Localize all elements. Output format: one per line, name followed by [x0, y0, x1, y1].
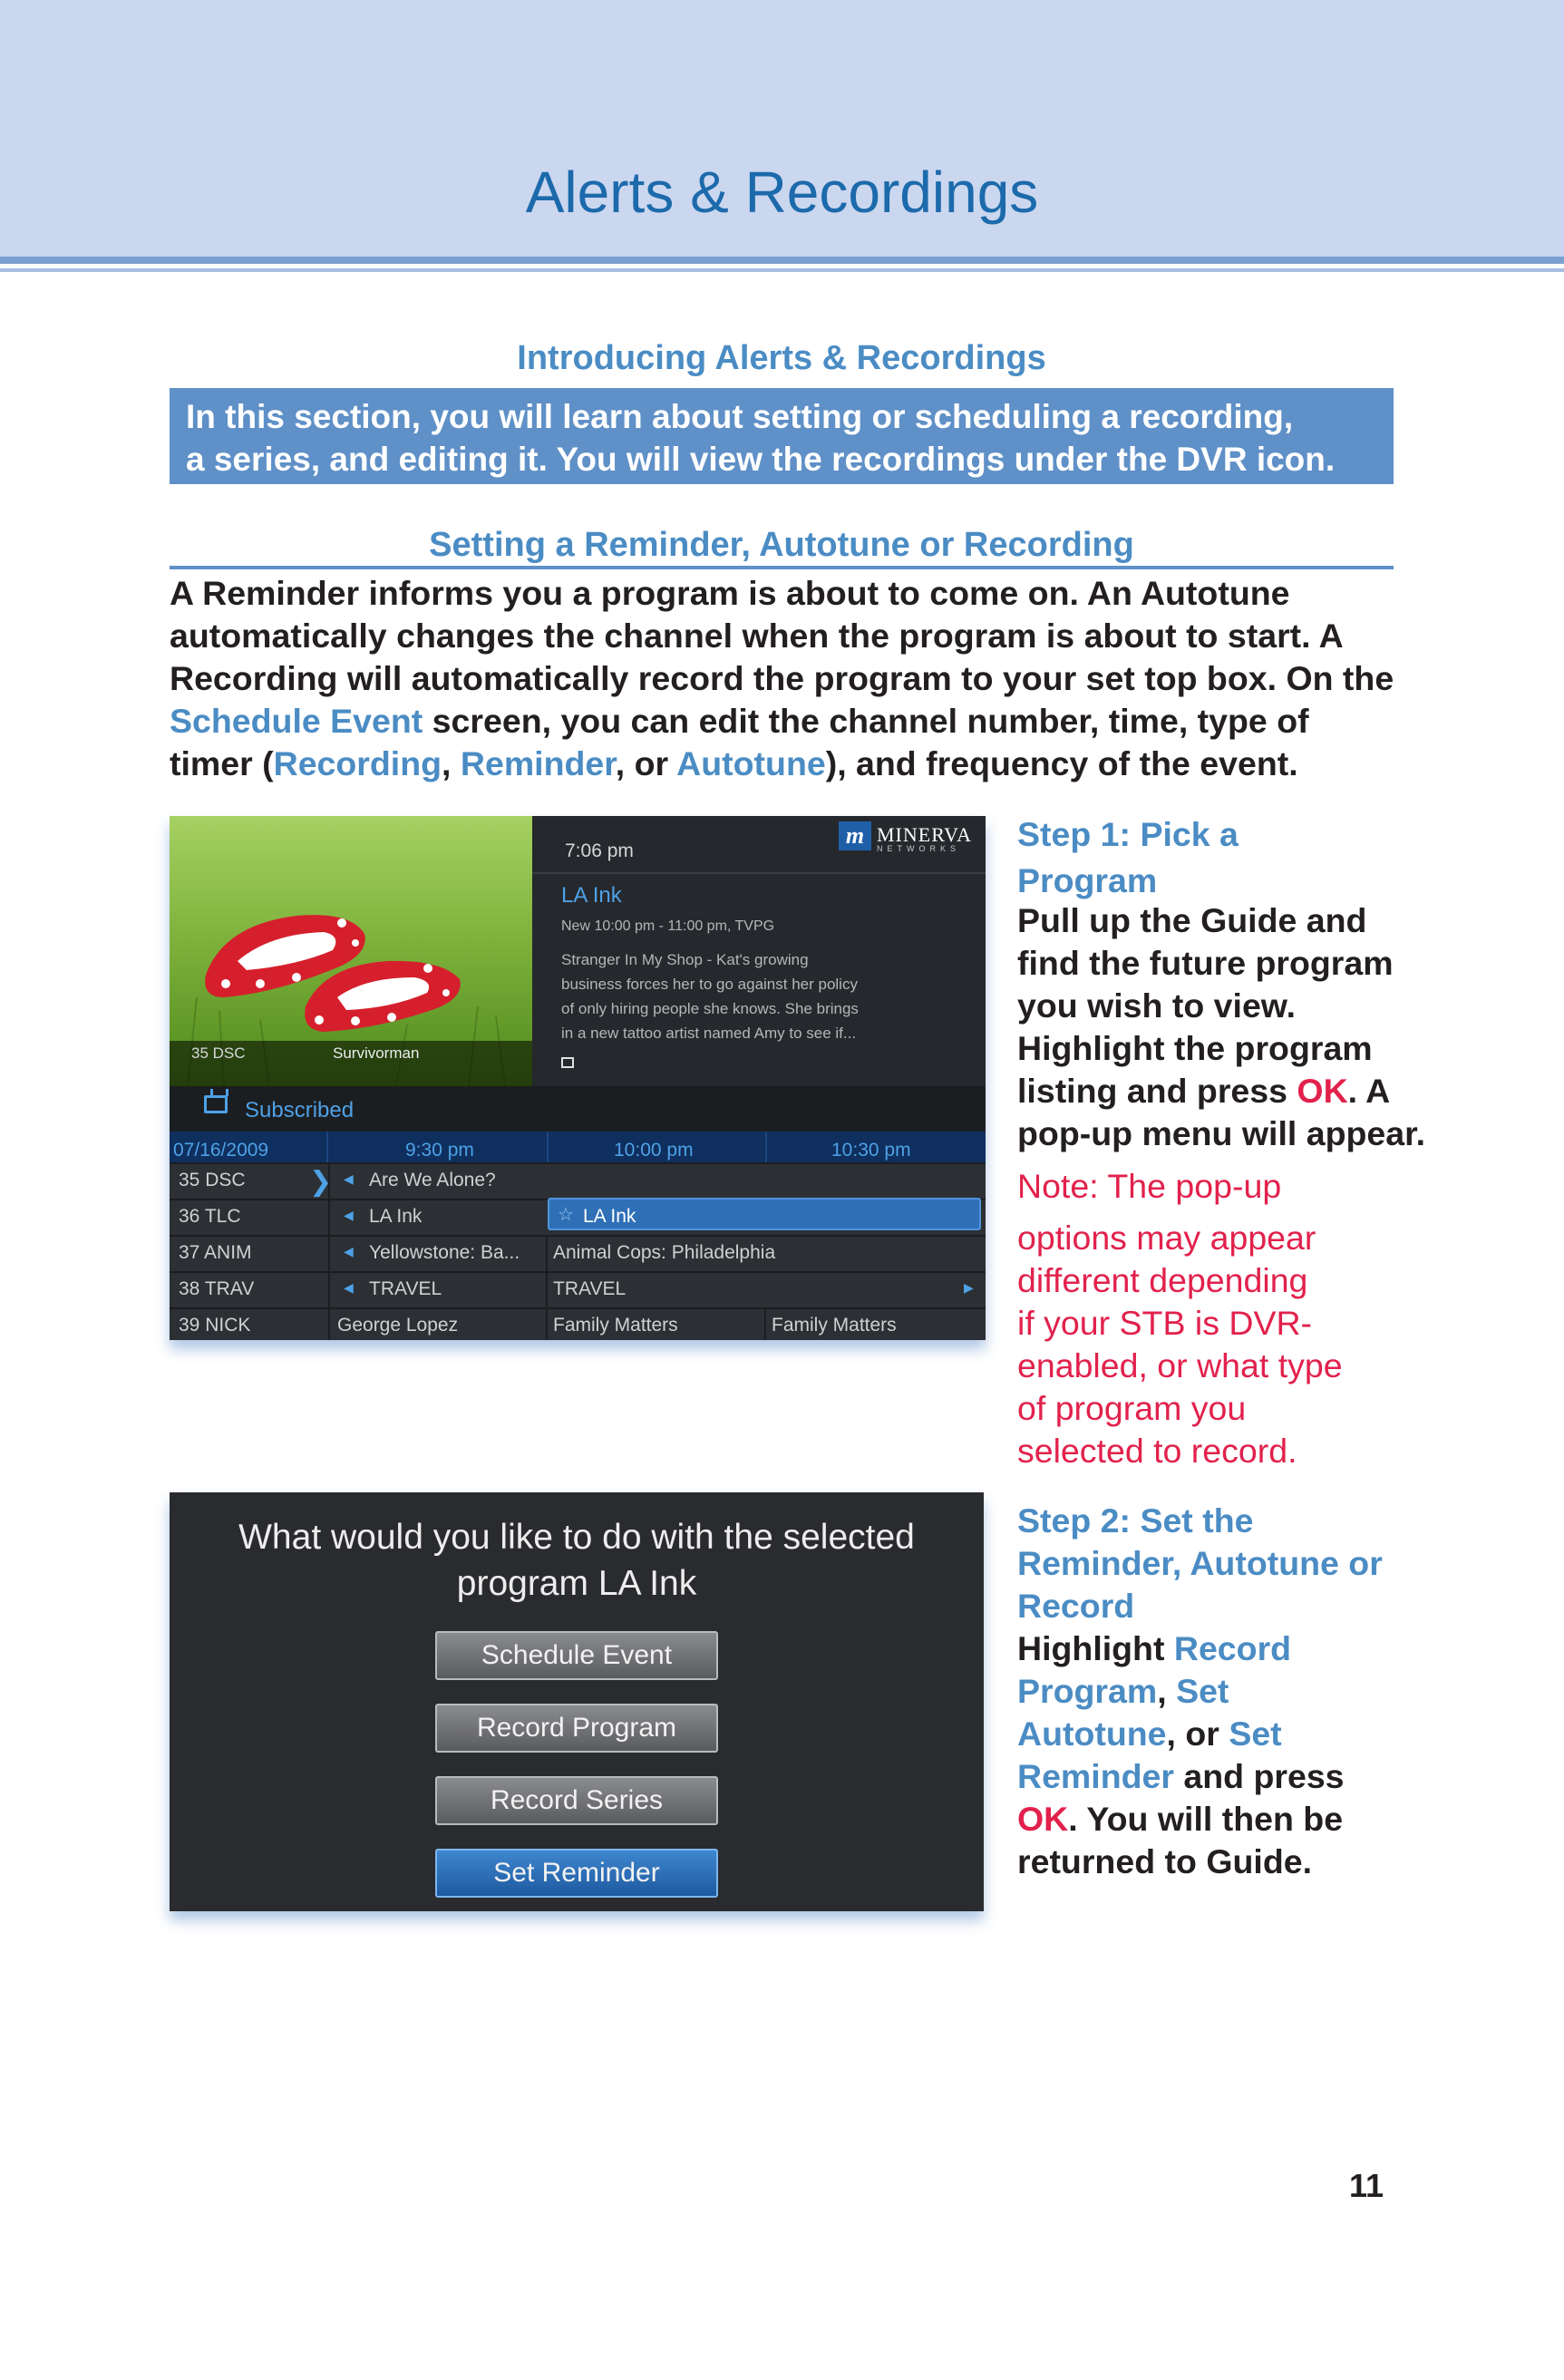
- minerva-logo-icon: m: [839, 821, 871, 850]
- star-icon: ☆: [558, 1205, 574, 1225]
- step2-body-line: [1017, 1713, 1543, 1755]
- time-divider: [326, 1132, 328, 1164]
- right-arrow-icon: ▶: [964, 1280, 974, 1295]
- left-arrow-icon: ◀: [344, 1280, 354, 1295]
- record-program-term: Record: [1173, 1629, 1292, 1667]
- set-autotune-term-cont: Autotune: [1017, 1715, 1167, 1753]
- subscribed-label: Subscribed: [245, 1098, 355, 1122]
- left-arrow-icon: ◀: [344, 1171, 354, 1186]
- schedule-event-term: Schedule Event: [170, 702, 423, 740]
- thumbnail-channel: 35 DSC: [191, 1044, 246, 1062]
- channel-label: 38 TRAV: [179, 1278, 255, 1299]
- note-line: selected to record.: [1017, 1432, 1297, 1470]
- channel-label: 37 ANIM: [179, 1242, 252, 1263]
- program-cell[interactable]: Family Matters: [553, 1315, 678, 1336]
- note-line: of program you: [1017, 1389, 1247, 1427]
- time-divider: [547, 1132, 549, 1164]
- minerva-logo-text: MINERVA: [877, 823, 973, 846]
- ok-key: OK: [1297, 1072, 1348, 1110]
- step1-body-line: Highlight the program: [1017, 1029, 1373, 1067]
- record-series-button[interactable]: Record Series: [435, 1776, 718, 1825]
- para-line-3: Recording will automatically record the program to your set top box. On the: [170, 659, 1394, 697]
- intro-line-2: a series, and editing it. You will view the recordings under the DVR icon.: [186, 441, 1336, 478]
- program-cell[interactable]: Family Matters: [772, 1315, 897, 1336]
- time-slot-1: 9:30 pm: [405, 1140, 474, 1161]
- guide-screenshot: [170, 816, 986, 1340]
- step2-body-line: returned to Guide.: [1017, 1842, 1313, 1880]
- program-thumbnail: [170, 816, 532, 1086]
- guide-row[interactable]: [170, 1162, 986, 1199]
- program-cell[interactable]: TRAVEL: [369, 1278, 442, 1299]
- note-line: options may appear: [1017, 1219, 1316, 1257]
- schedule-event-button[interactable]: Schedule Event: [435, 1631, 718, 1680]
- para-line-4: [170, 700, 1530, 743]
- para-line-2: automatically changes the channel when the program is about to start. A: [170, 617, 1344, 655]
- channel-label: 39 NICK: [179, 1315, 251, 1336]
- step1-heading-line1: Step 1: Pick a: [1017, 815, 1239, 853]
- step2-body-line: [1017, 1670, 1543, 1713]
- intro-heading: Introducing Alerts & Recordings: [517, 339, 1046, 377]
- program-meta: New 10:00 pm - 11:00 pm, TVPG: [561, 918, 775, 934]
- left-arrow-icon: ◀: [344, 1208, 354, 1222]
- reminder-term: Reminder: [460, 744, 616, 782]
- page-title: Alerts & Recordings: [525, 160, 1039, 225]
- step2-block: [1017, 1500, 1543, 1883]
- set-reminder-term: Set: [1229, 1715, 1282, 1753]
- step1-body-line: you wish to view.: [1017, 986, 1296, 1025]
- tv-icon: [204, 1095, 228, 1113]
- guide-date: 07/16/2009: [173, 1140, 269, 1161]
- dialog-question-line: What would you like to do with the selected: [238, 1518, 915, 1557]
- selected-program-label[interactable]: LA Ink: [583, 1206, 636, 1227]
- time-slot-3: 10:30 pm: [831, 1140, 911, 1161]
- set-autotune-term: Set: [1176, 1672, 1229, 1710]
- minerva-logo-subtext: NETWORKS: [877, 844, 961, 853]
- step2-text: . You will then be: [1068, 1800, 1344, 1838]
- para-line-4-rest: screen, you can edit the channel number, time, type of: [423, 702, 1309, 740]
- step1-body-post: . A: [1347, 1072, 1391, 1110]
- dialog-question-line: program LA Ink: [456, 1564, 697, 1603]
- description-line: of only hiring people she knows. She brings: [561, 1000, 859, 1017]
- popup-dialog-screenshot: [170, 1492, 984, 1911]
- step2-heading-line: Record: [1017, 1587, 1135, 1625]
- step2-body-line: [1017, 1755, 1543, 1798]
- step2-body-line: [1017, 1627, 1543, 1670]
- step2-text: Highlight: [1017, 1629, 1174, 1667]
- step2-body-line: [1017, 1798, 1543, 1841]
- intro-callout: [170, 388, 1394, 484]
- note-line: different depending: [1017, 1261, 1308, 1299]
- step2-heading-line: Step 2: Set the: [1017, 1501, 1254, 1540]
- step2-text: ,: [1157, 1672, 1177, 1710]
- recording-term: Recording: [273, 744, 442, 782]
- channel-label: 36 TLC: [179, 1206, 241, 1227]
- step1-body-pre: listing and press: [1017, 1072, 1297, 1110]
- intro-callout-text: [186, 395, 1394, 481]
- para-line-5: [170, 743, 1530, 785]
- step1-block: [1017, 807, 1543, 1472]
- step1-body-line: [1017, 1070, 1543, 1112]
- step1-body-line: Pull up the Guide and: [1017, 901, 1367, 939]
- channel-label: 35 DSC: [179, 1170, 246, 1190]
- program-cell[interactable]: TRAVEL: [553, 1278, 627, 1299]
- autotune-term: Autotune: [676, 744, 826, 782]
- setting-paragraph: [170, 572, 1530, 785]
- page-number: 11: [1349, 2167, 1384, 2204]
- step2-heading-line: Reminder, Autotune or: [1017, 1544, 1383, 1582]
- time-slot-2: 10:00 pm: [614, 1140, 694, 1161]
- description-line: Stranger In My Shop - Kat's growing: [561, 951, 809, 968]
- step1-body-line: find the future program: [1017, 944, 1394, 982]
- step1-body-line: pop-up menu will appear.: [1017, 1114, 1426, 1152]
- note-line: Note: The pop-up: [1017, 1167, 1282, 1205]
- info-divider: [532, 872, 986, 874]
- step2-text: and press: [1173, 1757, 1345, 1795]
- note-line: if your STB is DVR-: [1017, 1304, 1313, 1342]
- col-divider: [546, 1237, 548, 1340]
- program-description: [561, 947, 978, 1045]
- program-cell[interactable]: Yellowstone: Ba...: [369, 1242, 520, 1263]
- note-line: enabled, or what type: [1017, 1346, 1343, 1384]
- caption-icon: [561, 1057, 574, 1068]
- para-comma: ,: [442, 744, 461, 782]
- record-program-term-cont: Program: [1017, 1672, 1158, 1710]
- record-program-button[interactable]: Record Program: [435, 1704, 718, 1753]
- step2-text: , or: [1166, 1715, 1229, 1753]
- ok-key: OK: [1017, 1800, 1069, 1838]
- left-arrow-icon: ◀: [344, 1244, 354, 1258]
- thumbnail-show: Survivorman: [333, 1044, 420, 1062]
- program-cell[interactable]: Are We Alone?: [369, 1170, 496, 1190]
- chevron-right-icon: ❯: [309, 1167, 333, 1197]
- set-reminder-term-cont: Reminder: [1017, 1757, 1174, 1795]
- intro-line-1: In this section, you will learn about setting or scheduling a recording,: [186, 398, 1294, 435]
- para-line-1: A Reminder informs you a program is about to come on. An Autotune: [170, 574, 1290, 612]
- setting-heading: Setting a Reminder, Autotune or Recording: [429, 526, 1134, 564]
- program-cell[interactable]: Animal Cops: Philadelphia: [553, 1242, 776, 1263]
- description-line: business forces her to go against her policy: [561, 976, 858, 993]
- setting-heading-rule: [170, 566, 1394, 569]
- program-cell[interactable]: George Lopez: [337, 1315, 459, 1336]
- time-divider: [765, 1132, 767, 1164]
- step1-heading-line2: Program: [1017, 861, 1158, 899]
- dialog-question: [170, 1514, 984, 1607]
- col-divider: [764, 1309, 766, 1340]
- program-cell[interactable]: LA Ink: [369, 1206, 423, 1227]
- header-rule-thin: [0, 268, 1564, 272]
- program-title: LA Ink: [561, 883, 622, 908]
- para-line-5-pre: timer (: [170, 744, 274, 782]
- para-or: , or: [615, 744, 677, 782]
- set-reminder-button[interactable]: Set Reminder: [435, 1849, 718, 1898]
- header-rule: [0, 257, 1564, 264]
- current-time: 7:06 pm: [565, 840, 634, 861]
- description-line: in a new tattoo artist named Amy to see if...: [561, 1025, 857, 1042]
- para-line-5-post: ), and frequency of the event.: [825, 744, 1298, 782]
